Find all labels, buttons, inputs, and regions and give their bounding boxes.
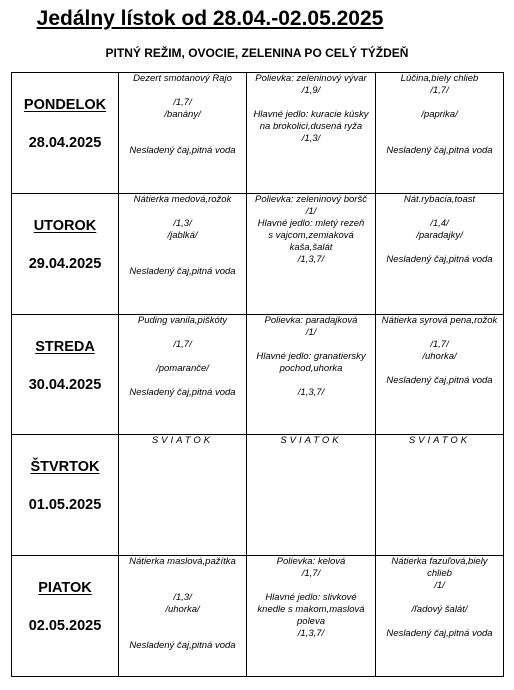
menu-line: /1,3,7/ xyxy=(297,628,325,640)
breakfast-cell xyxy=(119,193,247,314)
menu-line: pochod,uhorka xyxy=(279,362,343,374)
day-cell xyxy=(12,435,119,556)
menu-line: chlieb xyxy=(427,568,452,580)
menu-line: /pomaranče/ xyxy=(156,362,209,374)
lunch-cell xyxy=(247,73,376,194)
day-date: 02.05.2025 xyxy=(28,618,102,635)
breakfast-cell xyxy=(119,556,247,677)
menu-line: Polievka: zeleninový vývar xyxy=(255,73,367,84)
menu-line: /1,3/ xyxy=(173,217,192,229)
menu-line: Nátierka syrová pena,rožok xyxy=(381,314,498,326)
menu-line: Dezert smotanový Rajo xyxy=(133,73,232,84)
menu-line: Nesladený čaj,pitná voda xyxy=(129,386,236,398)
menu-line: Nátierka medová,rožok xyxy=(133,193,232,205)
menu-line: Puding vanila,piškóty xyxy=(137,314,228,326)
menu-line: /1,3/ xyxy=(301,133,321,144)
day-row xyxy=(12,193,504,314)
menu-line: Nesladený čaj,pitná voda xyxy=(386,374,493,386)
menu-line: /1,3,7/ xyxy=(297,253,325,265)
menu-line xyxy=(119,375,246,387)
menu-line: /1,4/ xyxy=(430,217,449,229)
menu-line xyxy=(376,242,503,254)
menu-line: Nesladený čaj,pitná voda xyxy=(129,145,236,156)
menu-line: Nesladený čaj,pitná voda xyxy=(386,145,493,156)
day-name: STREDA xyxy=(35,338,95,355)
page-subtitle: PITNÝ REŽIM, OVOCIE, ZELENINA PO CELÝ TÝŽDEŇ xyxy=(105,46,409,60)
menu-line xyxy=(119,254,246,266)
menu-line: Hlavné jedlo: kuracie kúsky xyxy=(253,109,369,120)
menu-line xyxy=(119,580,246,592)
menu-line: Nesladený čaj,pitná voda xyxy=(129,640,236,652)
menu-line: /1,3,7/ xyxy=(297,386,325,398)
day-cell xyxy=(12,314,119,435)
menu-line: /paprika/ xyxy=(421,109,458,120)
day-cell xyxy=(12,193,119,314)
menu-line: /uhorka/ xyxy=(165,604,200,616)
menu-line: Polievka: paradajková xyxy=(264,314,358,326)
menu-line xyxy=(376,592,503,604)
menu-line xyxy=(119,628,246,640)
menu-line: knedle s makom,maslová xyxy=(257,604,365,616)
holiday-cell: SVIATOK xyxy=(376,435,504,556)
page-title: Jedálny lístok od 28.04.-02.05.2025 xyxy=(36,7,384,30)
menu-line: s vajcom,zemiaková xyxy=(268,229,354,241)
menu-table xyxy=(11,72,504,677)
menu-line: /banány/ xyxy=(164,109,201,120)
menu-line: Hlavné jedlo: granatiersky xyxy=(256,350,366,362)
menu-line: Polievka: kelová xyxy=(276,556,346,568)
menu-line: kaša,šalát xyxy=(289,241,333,253)
menu-line xyxy=(376,133,503,145)
menu-line: /1/ xyxy=(305,326,317,338)
menu-line: na brokolici,dusená ryža xyxy=(259,121,363,132)
menu-line xyxy=(376,616,503,628)
menu-line: Nesladený čaj,pitná voda xyxy=(386,628,493,640)
menu-line xyxy=(119,206,246,218)
day-name: ŠTVRTOK xyxy=(30,459,100,476)
day-name: PONDELOK xyxy=(23,97,107,113)
lunch-cell xyxy=(247,556,376,677)
day-row xyxy=(12,556,504,677)
menu-line: /1,7/ xyxy=(430,338,449,350)
menu-line xyxy=(376,206,503,218)
menu-line: Nátierka fazuľová,biely xyxy=(391,556,488,568)
snack-cell xyxy=(376,314,504,435)
menu-line xyxy=(119,121,246,133)
menu-line xyxy=(119,616,246,628)
day-row xyxy=(12,314,504,435)
holiday-cell: SVIATOK xyxy=(119,435,247,556)
menu-line xyxy=(247,97,375,109)
menu-line: /jablká/ xyxy=(167,229,198,241)
menu-line: /1,3/ xyxy=(173,592,192,604)
breakfast-cell xyxy=(119,73,247,194)
menu-line: Nesladený čaj,pitná voda xyxy=(129,265,236,277)
menu-line xyxy=(119,327,246,339)
menu-line xyxy=(376,121,503,133)
day-cell xyxy=(12,73,119,194)
menu-line: /paradajky/ xyxy=(416,229,463,241)
menu-line: Lúčina,biely chlieb xyxy=(400,73,479,84)
menu-line: /ľadový šalát/ xyxy=(411,604,468,616)
day-date: 30.04.2025 xyxy=(28,376,102,393)
day-date: 28.04.2025 xyxy=(28,135,102,151)
menu-line xyxy=(247,580,375,592)
menu-line: Polievka: zeleninový boršč xyxy=(255,193,367,205)
menu-line xyxy=(376,327,503,339)
menu-line xyxy=(247,375,375,387)
day-name: UTOROK xyxy=(33,217,97,234)
snack-cell xyxy=(376,556,504,677)
day-date: 01.05.2025 xyxy=(28,497,102,514)
menu-line xyxy=(376,363,503,375)
menu-line: /1/ xyxy=(434,580,445,592)
menu-line: /1,7/ xyxy=(301,568,321,580)
menu-line: Hlavné jedlo: mletý rezeň xyxy=(257,217,365,229)
menu-line xyxy=(119,351,246,363)
day-row xyxy=(12,435,504,556)
holiday-cell: SVIATOK xyxy=(247,435,376,556)
menu-line: /1,7/ xyxy=(430,85,449,96)
day-date: 29.04.2025 xyxy=(28,255,102,272)
day-row xyxy=(12,73,504,194)
menu-line: Nát.rybacia,toast xyxy=(403,193,476,205)
day-name: PIATOK xyxy=(38,580,92,597)
menu-line: Nátierka maslová,pažítka xyxy=(129,556,236,568)
menu-line: /1,9/ xyxy=(301,85,321,96)
menu-line xyxy=(247,339,375,351)
menu-line xyxy=(119,568,246,580)
lunch-cell xyxy=(247,193,376,314)
menu-line xyxy=(119,242,246,254)
snack-cell xyxy=(376,73,504,194)
menu-line: /1,7/ xyxy=(173,97,192,108)
day-cell xyxy=(12,556,119,677)
breakfast-cell xyxy=(119,314,247,435)
menu-line: /1/ xyxy=(305,205,317,217)
snack-cell xyxy=(376,193,504,314)
menu-line: /1,7/ xyxy=(173,338,192,350)
menu-line: /uhorka/ xyxy=(422,350,457,362)
menu-line: poleva xyxy=(297,616,325,628)
menu-line xyxy=(119,85,246,97)
menu-line: Hlavné jedlo: slivkové xyxy=(265,592,357,604)
lunch-cell xyxy=(247,314,376,435)
menu-line xyxy=(119,133,246,145)
menu-line: Nesladený čaj,pitná voda xyxy=(386,253,493,265)
menu-line xyxy=(376,97,503,109)
